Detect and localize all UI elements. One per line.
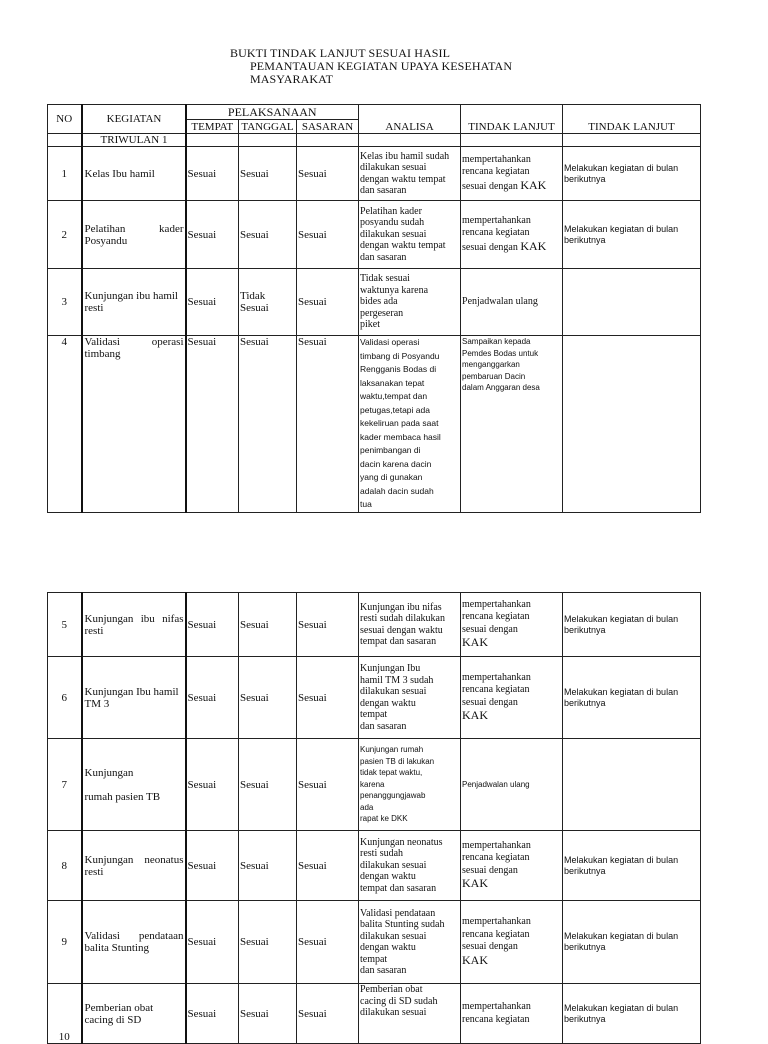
cell-tanggal: Sesuai <box>239 739 297 831</box>
cell-no: 2 <box>48 201 82 269</box>
table-row <box>48 201 701 269</box>
header-tindak-lanjut-2: TINDAK LANJUT <box>563 105 701 134</box>
triwulan-label: TRIWULAN 1 <box>82 134 186 147</box>
cell-tindak-lanjut-1: Penjadwalan ulang <box>461 739 563 831</box>
cell-tempat: Sesuai <box>186 269 239 336</box>
header-sasaran: SASARAN <box>297 120 359 134</box>
cell-no: 5 <box>48 593 82 657</box>
cell-analisa: Kunjungan ibu nifas resti sudah dilakukan sesuai dengan waktu tempat dan sasaran <box>359 593 461 657</box>
cell-tindak-lanjut-1 <box>461 593 563 657</box>
cell-tanggal: Sesuai <box>239 147 297 201</box>
cell-tindak-lanjut-2: Melakukan kegiatan di bulan berikutnya <box>563 201 701 269</box>
cell-sasaran: Sesuai <box>297 831 359 901</box>
cell-no: 4 <box>48 336 82 513</box>
cell-analisa: Kunjungan neonatus resti sudah dilakukan sesuai dengan waktu tempat dan sasaran <box>359 831 461 901</box>
cell-sasaran: Sesuai <box>297 901 359 984</box>
tl1-text: mempertahankan rencana kegiatan sesuai dengan <box>462 153 531 192</box>
cell-analisa: Validasi operasi timbang di Posyandu Rengganis Bodas di laksanakan tepat waktu,tempat dan petugas,tetapi ada kekeliruan pada saat kader membaca hasil penimbangan di dacin karena dacin yang di gunakan adalah dacin sudah tua <box>359 336 461 513</box>
cell-tanggal: Sesuai <box>239 201 297 269</box>
cell-analisa: Kunjungan rumah pasien TB di lakukan tidak tepat waktu, karena penanggungjawab ada rapat ke DKK <box>359 739 461 831</box>
cell-sasaran: Sesuai <box>297 269 359 336</box>
cell-tindak-lanjut-1: Penjadwalan ulang <box>461 269 563 336</box>
header-no: NO <box>48 105 82 134</box>
tl1-text: mempertahankan rencana kegiatan sesuai dengan <box>462 598 531 635</box>
cell-tempat: Sesuai <box>186 657 239 739</box>
cell-sasaran: Sesuai <box>297 984 359 1044</box>
cell-analisa: Pelatihan kader posyandu sudah dilakukan sesuai dengan waktu tempat dan sasaran <box>359 201 461 269</box>
cell-sasaran: Sesuai <box>297 147 359 201</box>
cell-tindak-lanjut-2: Melakukan kegiatan di bulan berikutnya <box>563 147 701 201</box>
tl1-kak: KAK <box>462 708 488 722</box>
table-row <box>48 901 701 984</box>
cell-kegiatan <box>82 739 186 831</box>
cell-kegiatan: Kunjungan ibu hamil resti <box>82 269 186 336</box>
cell-tanggal: Sesuai <box>239 593 297 657</box>
cell-analisa: Validasi pendataan balita Stunting sudah dilakukan sesuai dengan waktu tempat dan sasaran <box>359 901 461 984</box>
cell-tindak-lanjut-1: mempertahankan rencana kegiatan <box>461 984 563 1044</box>
cell-kegiatan: Kelas Ibu hamil <box>82 147 186 201</box>
header-tempat: TEMPAT <box>186 120 239 134</box>
monitoring-table-page-2 <box>47 592 701 1044</box>
cell-no: 10 <box>48 984 82 1044</box>
header-row <box>48 105 701 120</box>
cell-tindak-lanjut-1 <box>461 201 563 269</box>
cell-tindak-lanjut-2: Melakukan kegiatan di bulan berikutnya <box>563 901 701 984</box>
tl1-kak: KAK <box>462 876 488 890</box>
cell-tanggal: Sesuai <box>239 336 297 513</box>
header-pelaksanaan: PELAKSANAAN <box>186 105 359 120</box>
title-line-1: BUKTI TINDAK LANJUT SESUAI HASIL <box>230 46 451 60</box>
cell-kegiatan: Kunjungan Ibu hamil TM 3 <box>82 657 186 739</box>
cell-analisa: Tidak sesuai waktunya karena bides ada pergeseran piket <box>359 269 461 336</box>
tl1-kak: KAK <box>462 952 488 967</box>
table-row <box>48 739 701 831</box>
cell-tindak-lanjut-2 <box>563 269 701 336</box>
table-row <box>48 831 701 901</box>
cell-kegiatan: Pemberian obat cacing di SD <box>82 984 186 1044</box>
tl1-kak: KAK <box>520 238 547 253</box>
cell-tindak-lanjut-2 <box>563 336 701 513</box>
cell-tanggal: Sesuai <box>239 831 297 901</box>
cell-no: 1 <box>48 147 82 201</box>
cell-no: 7 <box>48 739 82 831</box>
cell-analisa: Pemberian obat cacing di SD sudah dilakukan sesuai <box>359 984 461 1044</box>
cell-tindak-lanjut-2: Melakukan kegiatan di bulan berikutnya <box>563 831 701 901</box>
cell-sasaran: Sesuai <box>297 593 359 657</box>
tl1-text: mempertahankan rencana kegiatan sesuai dengan <box>462 671 531 708</box>
cell-tanggal: Sesuai <box>239 984 297 1044</box>
title-line-2: PEMANTAUAN KEGIATAN UPAYA KESEHATAN <box>250 59 513 73</box>
cell-no: 6 <box>48 657 82 739</box>
cell-tindak-lanjut-1 <box>461 901 563 984</box>
tl1-text: mempertahankan rencana kegiatan sesuai dengan <box>462 839 531 876</box>
cell-tempat: Sesuai <box>186 336 239 513</box>
title-line-3: MASYARAKAT <box>250 72 334 86</box>
tl1-text: mempertahankan rencana kegiatan sesuai dengan <box>462 916 531 952</box>
cell-tanggal: Sesuai <box>239 657 297 739</box>
cell-sasaran: Sesuai <box>297 739 359 831</box>
cell-tempat: Sesuai <box>186 901 239 984</box>
table-row <box>48 984 701 1044</box>
table-row <box>48 593 701 657</box>
table-row <box>48 147 701 201</box>
cell-tindak-lanjut-2: Melakukan kegiatan di bulan berikutnya <box>563 984 701 1044</box>
cell-no: 9 <box>48 901 82 984</box>
cell-tempat: Sesuai <box>186 147 239 201</box>
cell-tindak-lanjut-2 <box>563 739 701 831</box>
cell-sasaran: Sesuai <box>297 657 359 739</box>
cell-tindak-lanjut-2: Melakukan kegiatan di bulan berikutnya <box>563 593 701 657</box>
cell-no: 3 <box>48 269 82 336</box>
kegiatan-line-1: Kunjungan <box>84 766 134 779</box>
cell-tindak-lanjut-1: Sampaikan kepada Pemdes Bodas untuk menganggarkan pembaruan Dacin dalam Anggaran desa <box>461 336 563 513</box>
cell-kegiatan: Pelatihan kader Posyandu <box>82 201 186 269</box>
monitoring-table-page-1 <box>47 104 701 513</box>
cell-analisa: Kelas ibu hamil sudah dilakukan sesuai dengan waktu tempat dan sasaran <box>359 147 461 201</box>
cell-tempat: Sesuai <box>186 593 239 657</box>
cell-tindak-lanjut-1 <box>461 831 563 901</box>
triwulan-row <box>48 134 701 147</box>
cell-tempat: Sesuai <box>186 739 239 831</box>
cell-tanggal: Sesuai <box>239 901 297 984</box>
cell-analisa: Kunjungan Ibu hamil TM 3 sudah dilakukan sesuai dengan waktu tempat dan sasaran <box>359 657 461 739</box>
cell-tempat: Sesuai <box>186 831 239 901</box>
cell-kegiatan: Kunjungan neonatus resti <box>82 831 186 901</box>
cell-tanggal: Tidak Sesuai <box>239 269 297 336</box>
cell-kegiatan: Kunjungan ibu nifas resti <box>82 593 186 657</box>
cell-tempat: Sesuai <box>186 201 239 269</box>
cell-kegiatan: Validasi operasi timbang <box>82 336 186 513</box>
cell-tindak-lanjut-2: Melakukan kegiatan di bulan berikutnya <box>563 657 701 739</box>
cell-tindak-lanjut-1 <box>461 147 563 201</box>
cell-no: 8 <box>48 831 82 901</box>
tl1-kak: KAK <box>520 177 547 192</box>
header-analisa: ANALISA <box>359 105 461 134</box>
cell-sasaran: Sesuai <box>297 201 359 269</box>
tl1-kak: KAK <box>462 635 488 649</box>
table-row <box>48 269 701 336</box>
cell-sasaran: Sesuai <box>297 336 359 513</box>
cell-tempat: Sesuai <box>186 984 239 1044</box>
cell-kegiatan: Validasi pendataan balita Stunting <box>82 901 186 984</box>
kegiatan-line-2: rumah pasien TB <box>84 790 161 803</box>
header-tanggal: TANGGAL <box>239 120 297 134</box>
tl1-text: mempertahankan rencana kegiatan sesuai dengan <box>462 214 531 253</box>
header-kegiatan: KEGIATAN <box>82 105 186 134</box>
cell-tindak-lanjut-1 <box>461 657 563 739</box>
table-row <box>48 657 701 739</box>
header-tindak-lanjut-1: TINDAK LANJUT <box>461 105 563 134</box>
table-row <box>48 336 701 513</box>
document-title <box>230 47 650 86</box>
